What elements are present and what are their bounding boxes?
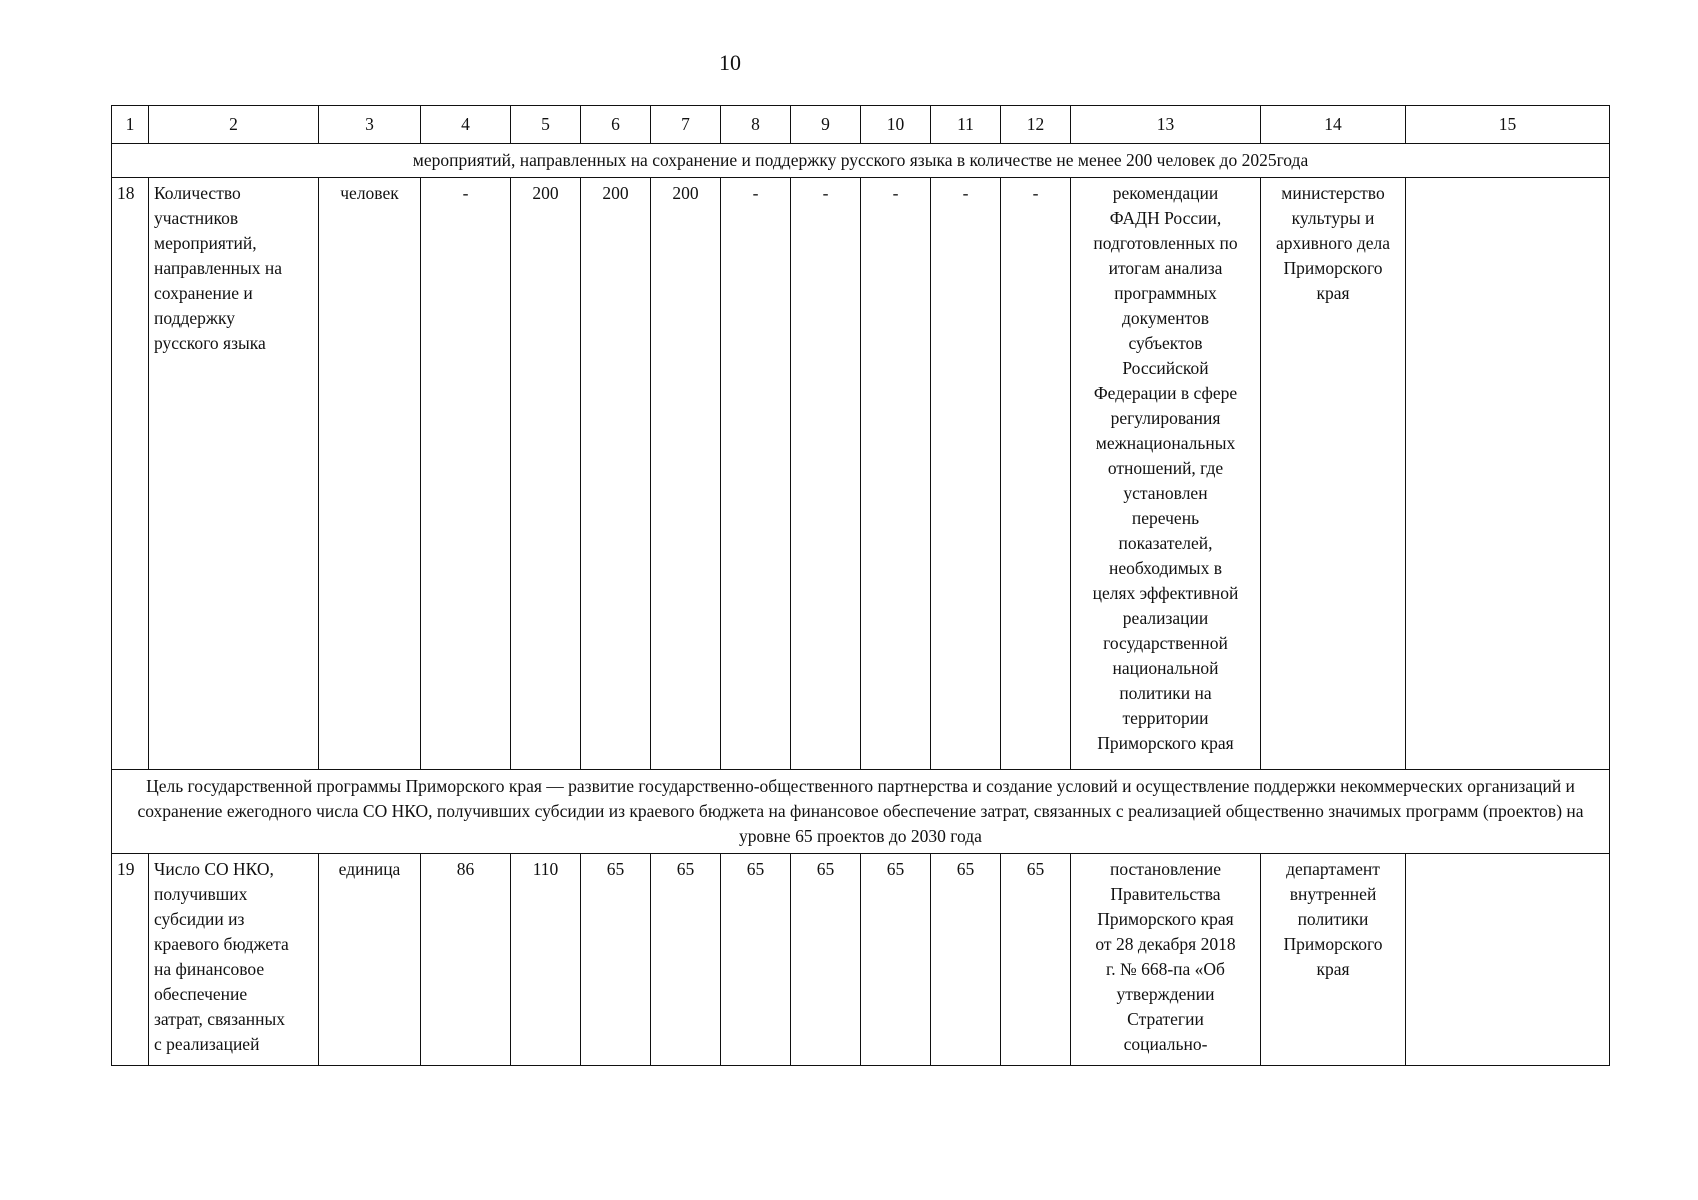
column-header: 10 [861, 106, 931, 144]
column-header: 12 [1001, 106, 1071, 144]
table-row [112, 178, 1610, 770]
indicators-table [111, 105, 1610, 1066]
section-title: Цель государственной программы Приморского края — развитие государственно-общественного партнерства и создание условий и осуществление поддержки некоммерческих организаций и сохранение ежегодного числа СО НКО, получивших субсидии из краевого бюджета на финансовое обеспечение затрат, связанных с реализацией общественно значимых программ (проектов) на уровне 65 проектов до 2030 года [112, 770, 1610, 854]
column-header: 6 [581, 106, 651, 144]
value-cell: 110 [511, 854, 581, 1066]
value-cell: - [1001, 178, 1071, 770]
value-cell: 65 [651, 854, 721, 1066]
page-number: 10 [719, 50, 741, 75]
column-header: 8 [721, 106, 791, 144]
column-header: 3 [319, 106, 421, 144]
value-cell: 200 [511, 178, 581, 770]
source-cell: рекомендации ФАДН России, подготовленных по итогам анализа программных документов субъектов Российской Федерации в сфере регулирования межнациональных отношений, где установлен перечень показателей, необходимых в целях эффективной реализации государственной национальной политики на территории Приморского края [1071, 178, 1261, 770]
column-header: 5 [511, 106, 581, 144]
value-cell: 65 [721, 854, 791, 1066]
value-cell: - [421, 178, 511, 770]
value-cell: 200 [651, 178, 721, 770]
unit-cell: человек [319, 178, 421, 770]
source-cell: постановление Правительства Приморского края от 28 декабря 2018 г. № 668-па «Об утверждении Стратегии социально- [1071, 854, 1261, 1066]
section-row [112, 770, 1610, 854]
indicator-name: Число СО НКО, получивших субсидии из краевого бюджета на финансовое обеспечение затрат, связанных с реализацией [149, 854, 319, 1066]
row-number: 19 [112, 854, 149, 1066]
responsible-cell: министерство культуры и архивного дела Приморского края [1261, 178, 1406, 770]
value-cell: 65 [861, 854, 931, 1066]
value-cell: - [861, 178, 931, 770]
column-header: 15 [1406, 106, 1610, 144]
table-header-row [112, 106, 1610, 144]
column-header: 7 [651, 106, 721, 144]
section-title: мероприятий, направленных на сохранение и поддержку русского языка в количестве не менее 200 человек до 2025года [112, 144, 1610, 178]
column-header: 9 [791, 106, 861, 144]
value-cell: - [931, 178, 1001, 770]
row-number: 18 [112, 178, 149, 770]
responsible-cell: департамент внутренней политики Приморского края [1261, 854, 1406, 1066]
value-cell: 200 [581, 178, 651, 770]
value-cell: 86 [421, 854, 511, 1066]
column-header: 14 [1261, 106, 1406, 144]
value-cell: - [791, 178, 861, 770]
value-cell: - [721, 178, 791, 770]
section-row [112, 144, 1610, 178]
indicator-name: Количество участников мероприятий, направленных на сохранение и поддержку русского языка [149, 178, 319, 770]
column-header: 4 [421, 106, 511, 144]
value-cell: 65 [791, 854, 861, 1066]
column-header: 11 [931, 106, 1001, 144]
value-cell: 65 [931, 854, 1001, 1066]
blank-cell [1406, 854, 1610, 1066]
unit-cell: единица [319, 854, 421, 1066]
value-cell: 65 [1001, 854, 1071, 1066]
table-row [112, 854, 1610, 1066]
blank-cell [1406, 178, 1610, 770]
column-header: 13 [1071, 106, 1261, 144]
column-header: 2 [149, 106, 319, 144]
column-header: 1 [112, 106, 149, 144]
value-cell: 65 [581, 854, 651, 1066]
